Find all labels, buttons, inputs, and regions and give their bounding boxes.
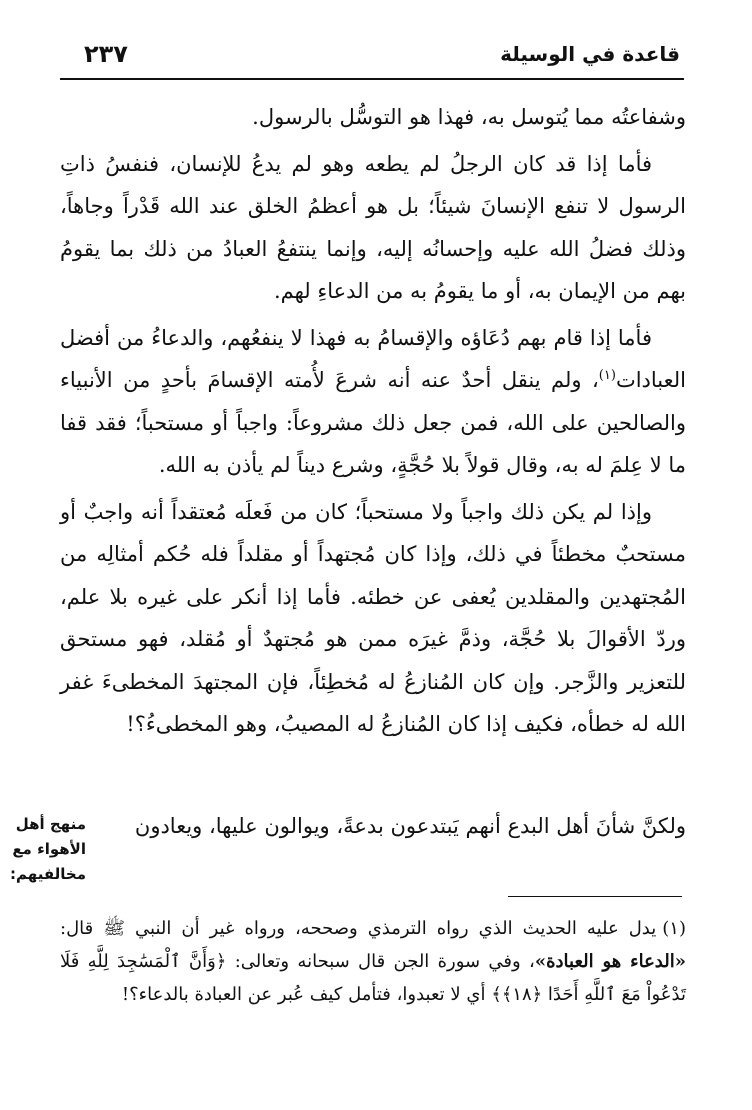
paragraph-2: فأما إذا قد كان الرجلُ لم يطعه وهو لم يدعُ للإنسان، فنفسُ ذاتِ الرسول لا تنفع الإنسانَ شيئاً؛ بل هو أعظمُ الخلق عند الله قَدْراً وجاهاً، وذلك فضلُ الله عليه وإحسانُه إليه، وإنما ينتفعُ العبادُ من ذلك بما يقومُ بهم من الإيمان به، أو ما يقومُ به من الدعاءِ لهم. [60, 151, 686, 303]
paragraph-3-end: ، ولم ينقل أحدٌ عنه أنه شرعَ لأُمته الإقسامَ بأحدٍ من الأنبياء والصالحين على الله، فمن جعل ذلك مشروعاً: واجباً أو مستحباً؛ فقد قفا ما لا عِلمَ له به، وقال قولاً بلا حُجَّةٍ، وشرع ديناً لم يأذن به الله. [60, 368, 686, 477]
footnote-marker: (١) [662, 918, 686, 939]
footnote-text-2: ، وفي سورة الجن قال سبحانه وتعالى: [226, 951, 535, 972]
footnote-reference[interactable]: (١) [598, 368, 616, 383]
footnote-1 [60, 912, 686, 1011]
page-number: ٢٣٧ [84, 40, 128, 68]
paragraph-3-start: فأما إذا قام بهم دُعَاؤه والإقسامُ به فهذا لا ينفعُهم، والدعاءُ من أفضل العبادات [60, 325, 686, 392]
footnote-text-1: يدل عليه الحديث الذي رواه الترمذي وصححه، ورواه غير أن النبي ﷺ قال: [60, 918, 657, 939]
running-title: قاعدة في الوسيلة [500, 42, 680, 66]
paragraph-1: وشفاعتُه مما يُتوسل به، فهذا هو التوسُّل بالرسول. [252, 105, 686, 129]
paragraph-5: ولكنَّ شأنَ أهل البدع أنهم يَبتدعون بدعةً، ويوالون عليها، ويعادون [134, 814, 686, 838]
footnotes [60, 912, 686, 1011]
paragraph-4: وإذا لم يكن ذلك واجباً ولا مستحباً؛ كان من فَعلَه مُعتقداً أنه واجبٌ أو مستحبٌ مخطئاً في ذلك، وإذا كان مُجتهداً أو مقلداً فله حُكم أمثالِه من المُجتهدين والمقلدين يُعفى عن خطئه. فأما إذا أنكر على غيره بلا علم، وردّ الأقوالَ بلا حُجَّة، وذمَّ غيرَه ممن هو مُجتهدٌ أو مُقلد، فهو مستحق للتعزير والزَّجر. وإن كان المُنازعُ له مُخطِئاً، فإن المجتهدَ المخطىءَ غفر الله له خطأه، فكيف إذا كان المُنازعُ له المصيبُ، وهو المخطىءُ؟! [60, 499, 686, 736]
page-header [60, 30, 684, 80]
footnote-text-3: أي لا تعبدوا، فتأمل كيف عُبر عن العبادة بالدعاء؟! [121, 984, 492, 1005]
margin-note: منهج أهل الأهواء مع مخالفيهم: [10, 815, 86, 883]
body-text [60, 96, 686, 750]
footnote-verse: ﴿وَأَنَّ ٱلْمَسَٰجِدَ لِلَّهِ فَلَا تَدْعُواْ مَعَ ٱللَّهِ أَحَدًا ﴿١٨﴾﴾ [60, 951, 686, 1005]
paragraph-3 [60, 317, 686, 487]
footnote-hadith: «الدعاء هو العبادة» [534, 951, 686, 972]
footnote-divider [508, 896, 682, 897]
